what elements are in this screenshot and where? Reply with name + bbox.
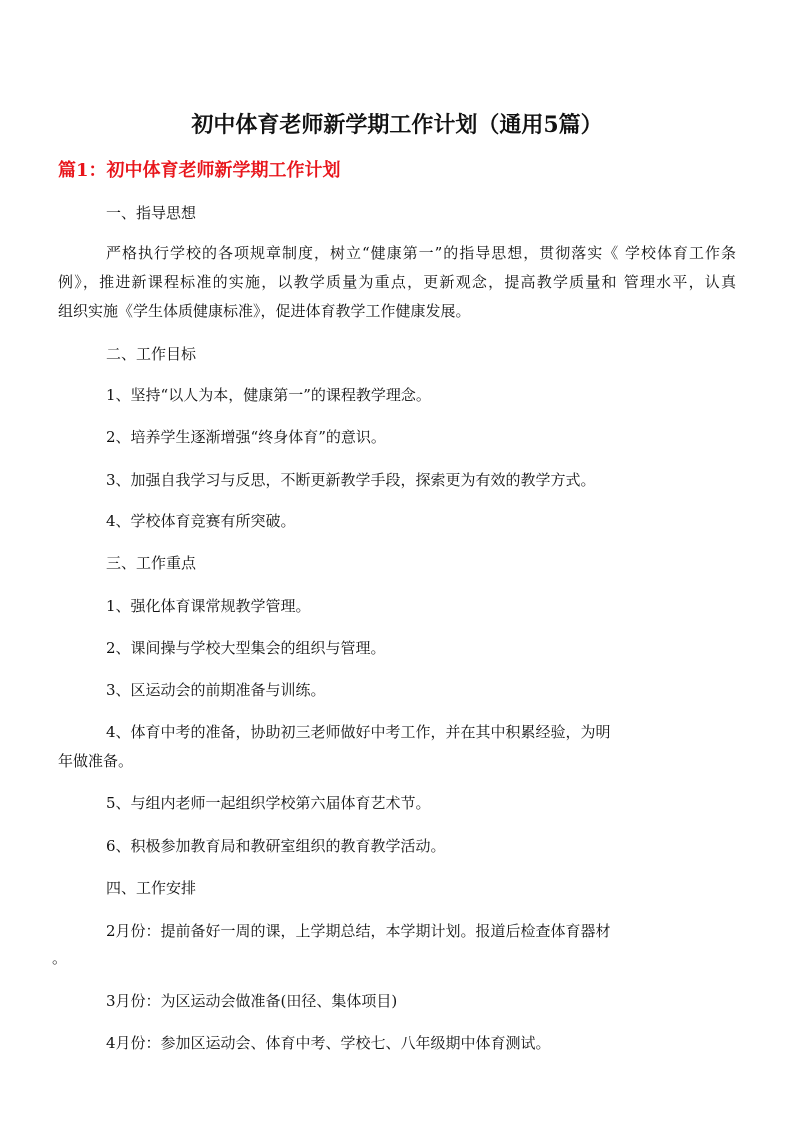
document-title: 初中体育老师新学期工作计划（通用5篇） (191, 112, 603, 138)
schedule-item: 3月份：为区运动会做准备(田径、集体项目) (106, 992, 398, 1010)
list-item: 1、强化体育课常规教学管理。 (106, 597, 311, 615)
paragraph-line: 例》，推进新课程标准的实施，以教学质量为重点，更新观念，提高教学质量和 管理水平，认真 (58, 273, 736, 291)
list-item: 4、体育中考的准备，协助初三老师做好中考工作，并在其中积累经验，为明 (106, 723, 611, 741)
list-item: 5、与组内老师一起组织学校第六届体育艺术节。 (106, 794, 431, 812)
list-item: 3、加强自我学习与反思，不断更新教学手段，探索更为有效的教学方式。 (106, 471, 596, 489)
list-item: 3、区运动会的前期准备与训练。 (106, 681, 326, 699)
list-item: 4、学校体育竞赛有所突破。 (106, 512, 296, 530)
schedule-item: 4月份：参加区运动会、体育中考、学校七、八年级期中体育测试。 (106, 1034, 551, 1052)
paragraph-line: 组织实施《学生体质健康标准》，促进体育教学工作健康发展。 (58, 302, 471, 320)
heading-work-goals: 二、工作目标 (106, 345, 197, 363)
heading-work-schedule: 四、工作安排 (106, 879, 197, 897)
schedule-item: 2月份：提前备好一周的课，上学期总结，本学期计划。报道后检查体育器材 (106, 922, 611, 940)
list-item: 2、培养学生逐渐增强“终身体育”的意识。 (106, 428, 386, 446)
list-item-continuation: 年做准备。 (58, 752, 134, 770)
section-title: 篇1：初中体育老师新学期工作计划 (58, 160, 341, 181)
list-item: 6、积极参加教育局和教研室组织的教育教学活动。 (106, 837, 446, 855)
list-item: 2、课间操与学校大型集会的组织与管理。 (106, 639, 386, 657)
list-item: 1、坚持“以人为本，健康第一”的课程教学理念。 (106, 386, 431, 404)
paragraph-line: 严格执行学校的各项规章制度，树立“健康第一”的指导思想，贯彻落实《 学校体育工作条 (106, 244, 736, 262)
heading-guiding-ideology: 一、指导思想 (106, 204, 197, 222)
heading-work-focus: 三、工作重点 (106, 554, 197, 572)
schedule-item-continuation: 。 (52, 949, 68, 967)
